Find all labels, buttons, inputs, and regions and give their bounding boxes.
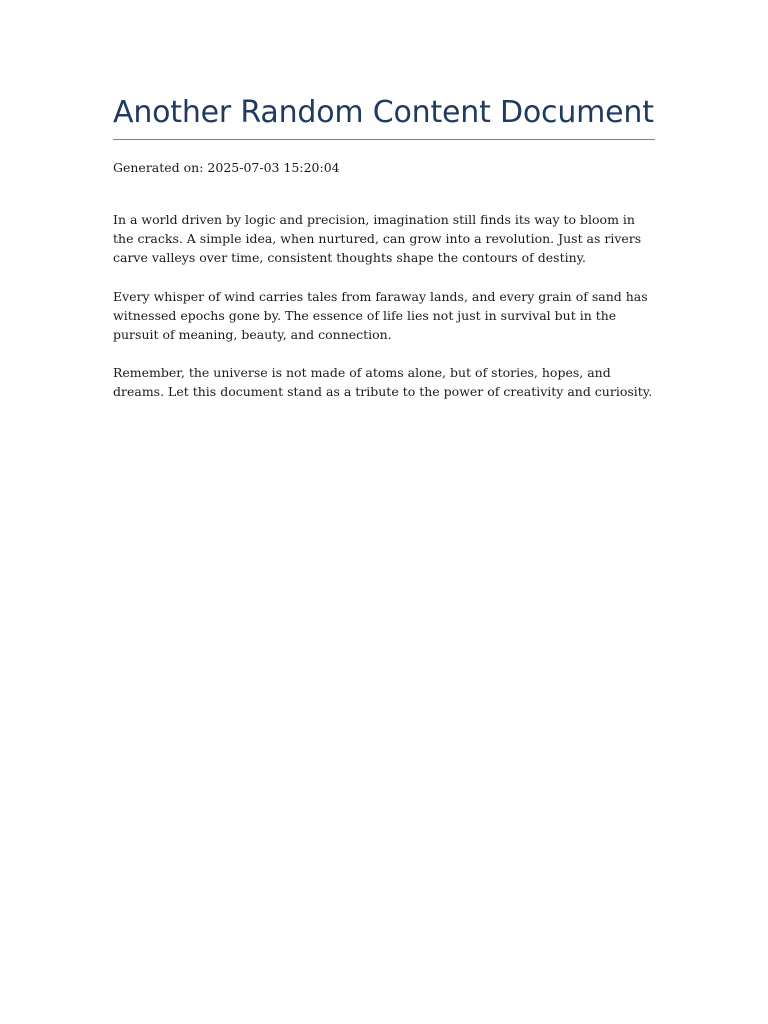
document-title: Another Random Content Document bbox=[113, 92, 655, 140]
paragraph: Remember, the universe is not made of atoms alone, but of stories, hopes, and dreams. Let this document stand as a tribute to the power of creativity and curiosity. bbox=[113, 365, 653, 400]
paragraph: Every whisper of wind carries tales from faraway lands, and every grain of sand has witnessed epochs gone by. The essence of life lies not just in survival but in the pursuit of meaning, beauty, and connection. bbox=[113, 288, 648, 343]
generated-timestamp: Generated on: 2025-07-03 15:20:04 bbox=[113, 160, 340, 175]
paragraph: In a world driven by logic and precision, imagination still finds its way to bloom in the cracks. A simple idea, when nurtured, can grow into a revolution. Just as rivers carve valleys over time, consistent thoughts shape the contours of destiny. bbox=[113, 212, 642, 266]
document-body bbox=[113, 92, 655, 402]
